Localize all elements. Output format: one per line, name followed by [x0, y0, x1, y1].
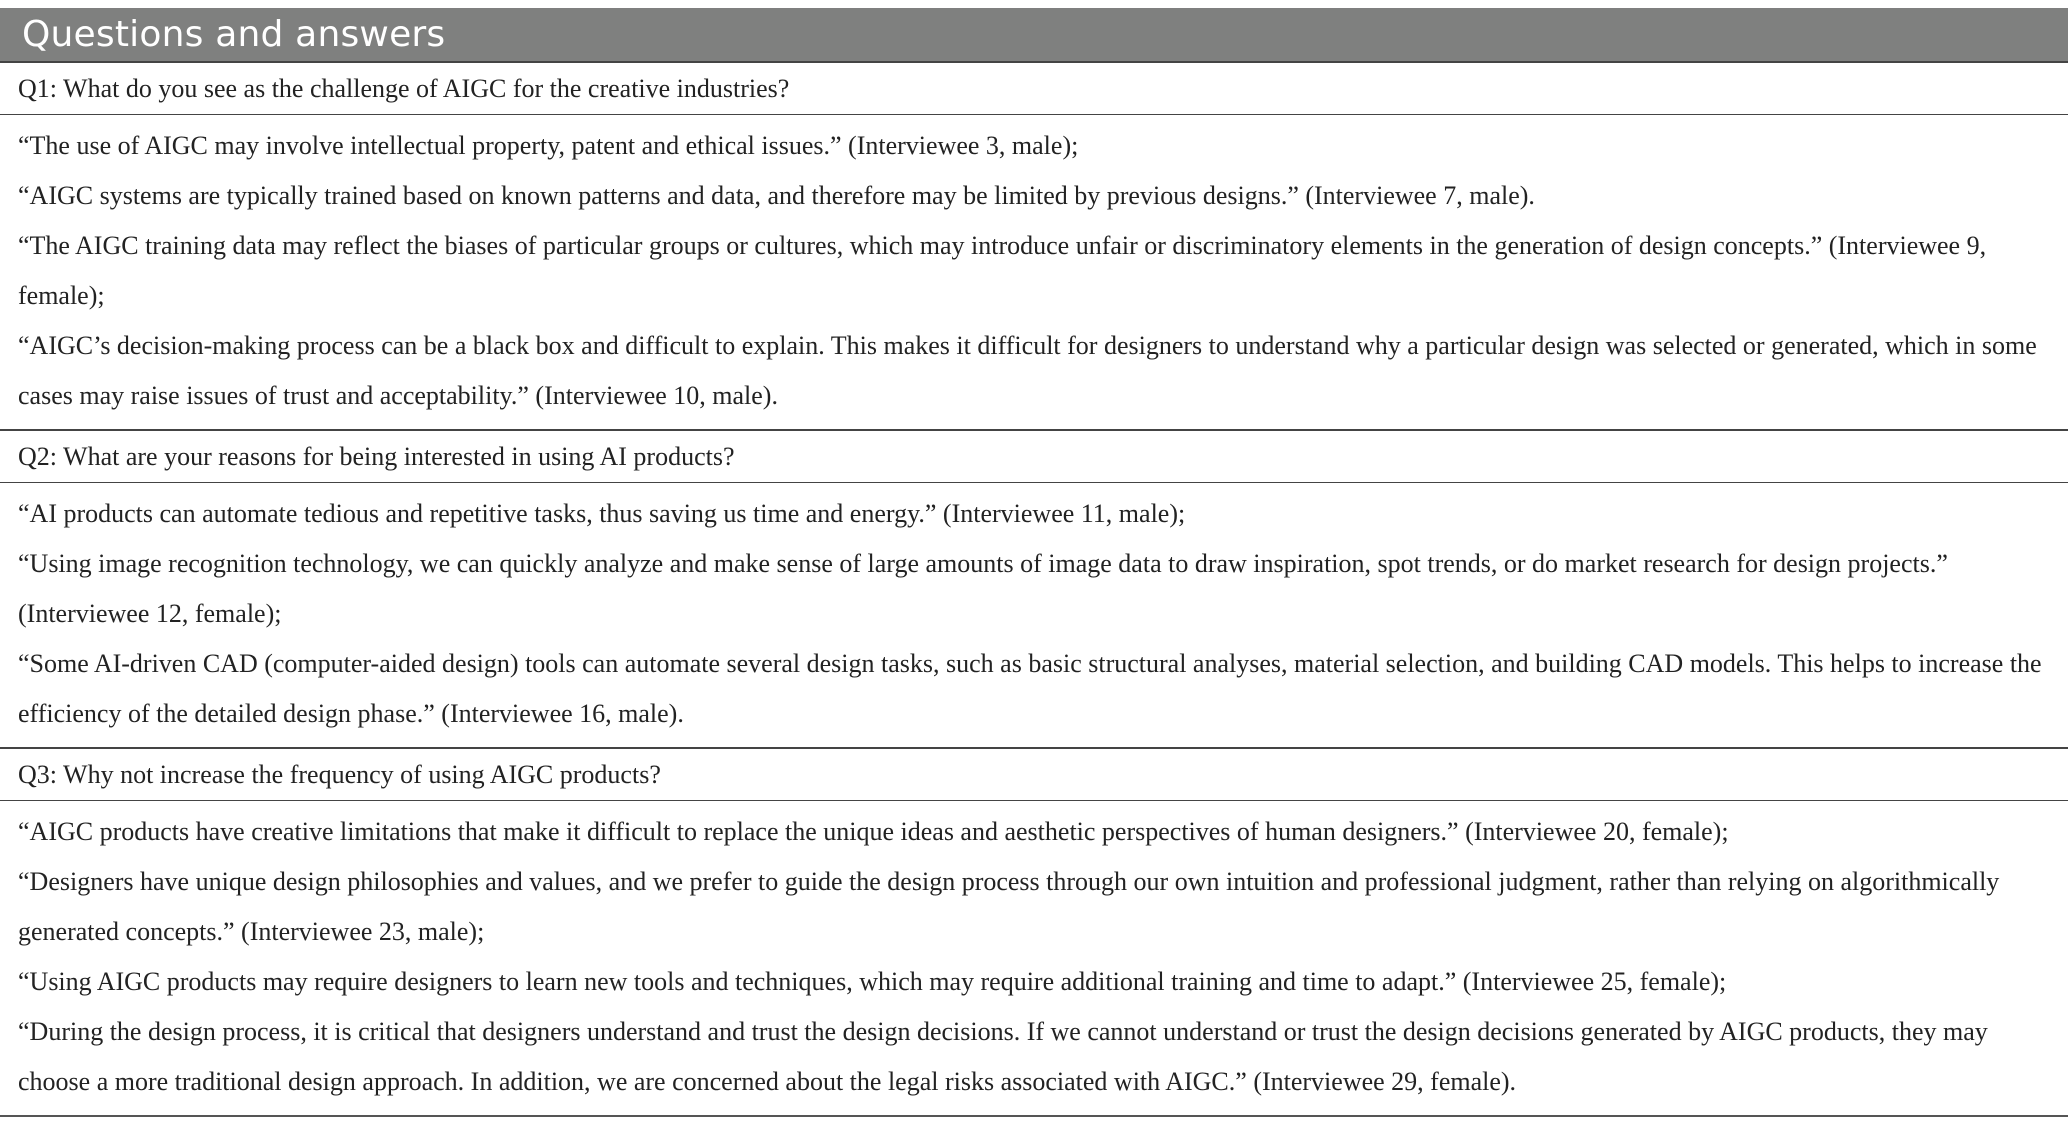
answer-text: “Using image recognition technology, we can quickly analyze and make sense of large amounts of image data to draw inspiration, spot trends, or do market research for design projects.” (Interviewee 12, female);	[18, 549, 1948, 628]
answer-text: “Designers have unique design philosophies and values, and we prefer to guide the design process through our own intuition and professional judgment, rather than relying on algorithmically generated concepts.” (Interviewee 23, male);	[18, 867, 2000, 946]
section-q3	[0, 747, 2068, 1115]
answer-text: “Some AI-driven CAD (computer-aided design) tools can automate several design tasks, such as basic structural analyses, material selection, and building CAD models. This helps to increase the efficiency of the detailed design phase.” (Interviewee 16, male).	[18, 649, 2042, 728]
table-header	[0, 9, 2068, 61]
answer-text: “AIGC’s decision-making process can be a black box and difficult to explain. This makes it difficult for designers to understand why a particular design was selected or generated, which in some cases may raise issues of trust and acceptability.” (Interviewee 10, male).	[18, 331, 2037, 410]
answer-text: “AIGC systems are typically trained based on known patterns and data, and therefore may be limited by previous designs.” (Interviewee 7, male).	[18, 181, 1535, 210]
answers-block	[0, 483, 2068, 747]
answer-text: “The AIGC training data may reflect the biases of particular groups or cultures, which may introduce unfair or discriminatory elements in the generation of design concepts.” (Interviewee 9, female);	[18, 231, 1987, 310]
qa-table	[0, 8, 2068, 1117]
answer-text: “The use of AIGC may involve intellectual property, patent and ethical issues.” (Interviewee 3, male);	[18, 131, 1079, 160]
question-text: Q2: What are your reasons for being interested in using AI products?	[18, 441, 735, 471]
answers-block	[0, 115, 2068, 429]
answer-text: “Using AIGC products may require designers to learn new tools and techniques, which may require additional training and time to adapt.” (Interviewee 25, female);	[18, 967, 1727, 996]
question-text: Q1: What do you see as the challenge of AIGC for the creative industries?	[18, 73, 790, 103]
table-title: Questions and answers	[22, 14, 446, 55]
question-row	[0, 747, 2068, 801]
answer-text: “AIGC products have creative limitations that make it difficult to replace the unique ideas and aesthetic perspectives of human designers.” (Interviewee 20, female);	[18, 817, 1729, 846]
section-q2	[0, 429, 2068, 747]
question-text: Q3: Why not increase the frequency of using AIGC products?	[18, 759, 661, 789]
section-q1	[0, 61, 2068, 429]
answer-text: “During the design process, it is critical that designers understand and trust the design decisions. If we cannot understand or trust the design decisions generated by AIGC products, they may choose a more traditional design approach. In addition, we are concerned about the legal risks associated with AIGC.” (Interviewee 29, female).	[18, 1017, 1988, 1096]
answers-block	[0, 801, 2068, 1115]
answer-text: “AI products can automate tedious and repetitive tasks, thus saving us time and energy.” (Interviewee 11, male);	[18, 499, 1186, 528]
question-row	[0, 61, 2068, 115]
question-row	[0, 429, 2068, 483]
